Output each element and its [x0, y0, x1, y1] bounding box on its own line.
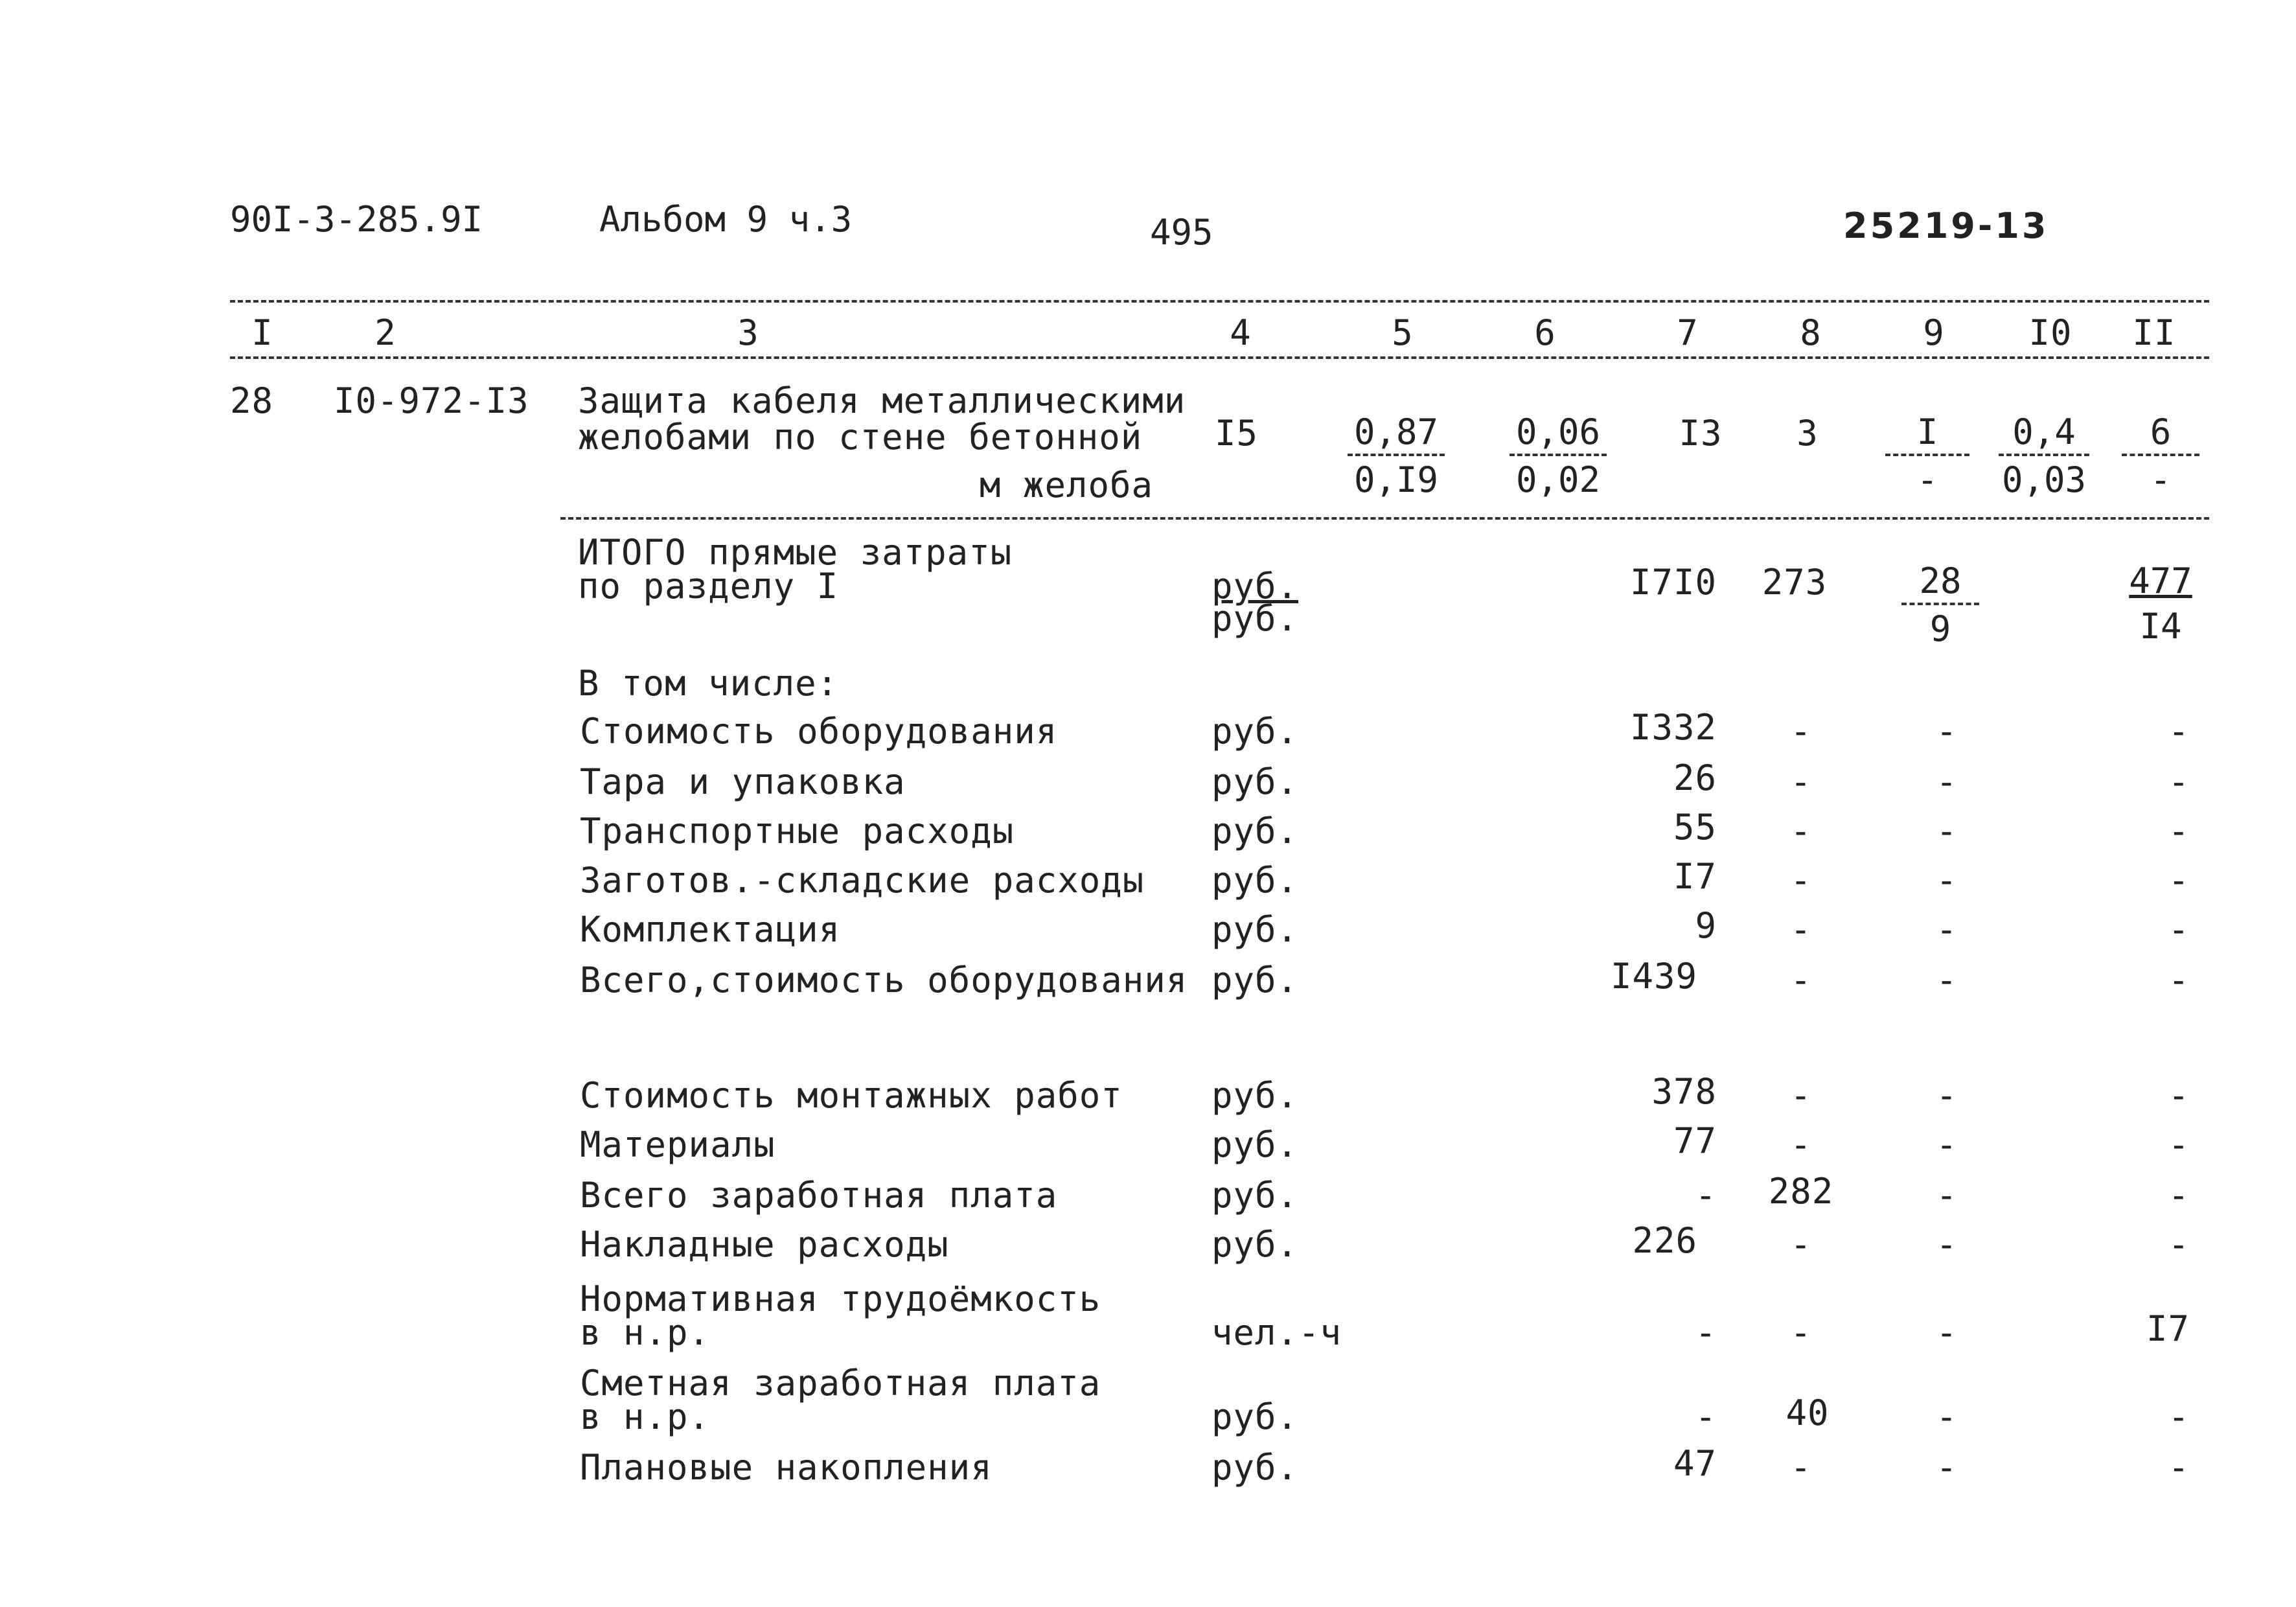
row28-col11 [2122, 411, 2199, 500]
total-label-line2: по разделу I [578, 566, 839, 607]
row-col11: - [2168, 761, 2190, 802]
col-header-6: 6 [1534, 312, 1556, 353]
total-col8: 273 [1762, 562, 1828, 603]
including-label: В том числе: [578, 663, 839, 704]
row-col8: 40 [1785, 1393, 1830, 1433]
row-col9: - [1936, 811, 1958, 851]
total-unit-1: руб. [1211, 566, 1299, 607]
row-label: Комплектация [580, 909, 841, 950]
row-unit: чел.-ч [1211, 1312, 1342, 1353]
row28-quantity: I5 [1215, 413, 1259, 454]
row-col8: - [1790, 711, 1812, 752]
row-col9: - [1936, 1447, 1958, 1488]
row-unit: руб. [1211, 761, 1299, 802]
page-number: 495 [1150, 212, 1213, 253]
row-col11: - [2168, 1075, 2190, 1116]
total-label-line1: ИТОГО прямые затраты [578, 532, 1013, 573]
col-header-3: 3 [737, 312, 759, 353]
row-col9: - [1936, 909, 1958, 950]
row-label: Накладные расходы [580, 1224, 949, 1265]
row-label: Стоимость монтажных работ [580, 1075, 1123, 1116]
row-col8: - [1790, 1075, 1812, 1116]
total-col11 [2118, 561, 2203, 647]
total-col9 [1901, 561, 1979, 649]
row28-col6-denominator: 0,02 [1515, 459, 1601, 500]
row-col7: - [1695, 1175, 1717, 1216]
section-rule [560, 517, 2209, 520]
row-col11: - [2168, 960, 2190, 1000]
row-col8: - [1790, 1447, 1812, 1488]
row-label: Всего заработная плата [580, 1175, 1058, 1216]
row-col7: 9 [1695, 905, 1717, 946]
row-col8: - [1790, 960, 1812, 1000]
row28-col6-numerator: 0,06 [1510, 415, 1607, 456]
row-col9: - [1936, 711, 1958, 752]
row-col11: - [2168, 811, 2190, 851]
row28-number: 28 [230, 380, 274, 421]
row28-col6 [1510, 411, 1607, 500]
row-label: Заготов.-складские расходы [580, 860, 1145, 901]
row-col7: 26 [1673, 757, 1717, 798]
row-col7: 226 [1632, 1220, 1697, 1261]
row-col11: - [2168, 1224, 2190, 1265]
row-col8: - [1790, 761, 1812, 802]
row28-col5-numerator: 0,87 [1348, 415, 1445, 456]
row28-col9-denominator: - [1916, 459, 1938, 500]
col-header-2: 2 [374, 312, 396, 353]
row-col11: - [2168, 860, 2190, 901]
row-label: Всего,стоимость оборудования [580, 960, 1188, 1000]
row-col9: - [1936, 1224, 1958, 1265]
row-label: Материалы [580, 1124, 775, 1165]
row28-col10-denominator: 0,03 [2001, 459, 2087, 500]
row-col9: - [1936, 860, 1958, 901]
row-col9: - [1936, 761, 1958, 802]
row28-code: I0-972-I3 [334, 380, 529, 421]
row-col8: - [1790, 1224, 1812, 1265]
row28-col5-denominator: 0,I9 [1353, 459, 1439, 500]
row28-col11-denominator: - [2150, 459, 2172, 500]
row-label-line2: в н.р. [580, 1396, 711, 1437]
row28-description-line1: Защита кабеля металлическими [578, 380, 1186, 421]
col-header-9: 9 [1923, 312, 1945, 353]
col-header-7: 7 [1677, 312, 1699, 353]
row-label-line2: в н.р. [580, 1312, 711, 1353]
header-top-rule [230, 300, 2209, 303]
row-unit: руб. [1211, 1124, 1299, 1165]
document-number: 25219-13 [1843, 205, 2049, 246]
row28-col5 [1348, 411, 1445, 500]
row-unit: руб. [1211, 711, 1299, 752]
row-col9: - [1936, 1312, 1958, 1353]
total-col7: I7I0 [1629, 562, 1717, 603]
row-col7: I7 [1673, 856, 1717, 897]
row-col11: - [2168, 1447, 2190, 1488]
row-col8: - [1790, 909, 1812, 950]
col-header-10: I0 [2028, 312, 2072, 353]
row-col7: I332 [1629, 707, 1717, 748]
row28-col11-numerator: 6 [2122, 415, 2199, 456]
row28-col9 [1885, 411, 1969, 500]
row-col11: - [2168, 1396, 2190, 1437]
row-col8: - [1790, 811, 1812, 851]
col-header-1: I [251, 312, 273, 353]
row-unit: руб. [1211, 1396, 1299, 1437]
col-header-5: 5 [1392, 312, 1414, 353]
row28-col7: I3 [1679, 413, 1723, 454]
row-col8: - [1790, 1124, 1812, 1165]
document-code: 90I-3-285.9I [230, 199, 483, 240]
row-col11: - [2168, 909, 2190, 950]
row-col7: - [1695, 1396, 1717, 1437]
total-col11-denominator: I4 [2139, 606, 2182, 647]
row-col7: 55 [1673, 807, 1717, 848]
row-col11: - [2168, 1124, 2190, 1165]
row-unit: руб. [1211, 811, 1299, 851]
row28-col8: 3 [1797, 413, 1819, 454]
row28-col9-numerator: I [1885, 415, 1969, 456]
row-unit: руб. [1211, 860, 1299, 901]
row-unit: руб. [1211, 960, 1299, 1000]
total-col11-numerator: 477 [2129, 561, 2192, 601]
row-label: Тара и упаковка [580, 761, 906, 802]
row-col9: - [1936, 1175, 1958, 1216]
row28-col10-numerator: 0,4 [1999, 415, 2089, 456]
row-col8: - [1790, 860, 1812, 901]
album-label: Альбом 9 ч.3 [599, 199, 853, 240]
row-unit: руб. [1211, 909, 1299, 950]
row-col11: - [2168, 1175, 2190, 1216]
row-col7: - [1695, 1312, 1717, 1353]
col-header-8: 8 [1800, 312, 1822, 353]
row-col9: - [1936, 960, 1958, 1000]
row28-unit: м желоба [979, 465, 1153, 505]
row28-col10 [1999, 411, 2089, 500]
row-label: Стоимость оборудования [580, 711, 1058, 752]
header-bottom-rule [230, 356, 2209, 359]
row-unit: руб. [1211, 1075, 1299, 1116]
row28-description-line2: желобами по стене бетонной [578, 417, 1143, 457]
row-col9: - [1936, 1075, 1958, 1116]
total-col9-denominator: 9 [1929, 608, 1951, 649]
row-col11: - [2168, 711, 2190, 752]
row-col7: 378 [1651, 1071, 1717, 1112]
row-col9: - [1936, 1396, 1958, 1437]
col-header-11: II [2132, 312, 2176, 353]
row-col7: 77 [1673, 1120, 1717, 1161]
total-unit-2: руб. [1211, 598, 1299, 639]
row-col8: 282 [1768, 1171, 1834, 1212]
row-col8: - [1790, 1312, 1812, 1353]
total-col9-numerator: 28 [1901, 564, 1979, 605]
row-col11: I7 [2146, 1308, 2190, 1349]
row-col7: 47 [1673, 1443, 1717, 1484]
row-col9: - [1936, 1124, 1958, 1165]
row-label: Нормативная трудоёмкость [580, 1278, 1101, 1319]
row-label: Сметная заработная плата [580, 1363, 1101, 1404]
row-label: Транспортные расходы [580, 811, 1015, 851]
row-unit: руб. [1211, 1224, 1299, 1265]
col-header-4: 4 [1230, 312, 1252, 353]
row-unit: руб. [1211, 1447, 1299, 1488]
row-unit: руб. [1211, 1175, 1299, 1216]
row-col7: I439 [1610, 956, 1697, 997]
row-label: Плановые накопления [580, 1447, 993, 1488]
